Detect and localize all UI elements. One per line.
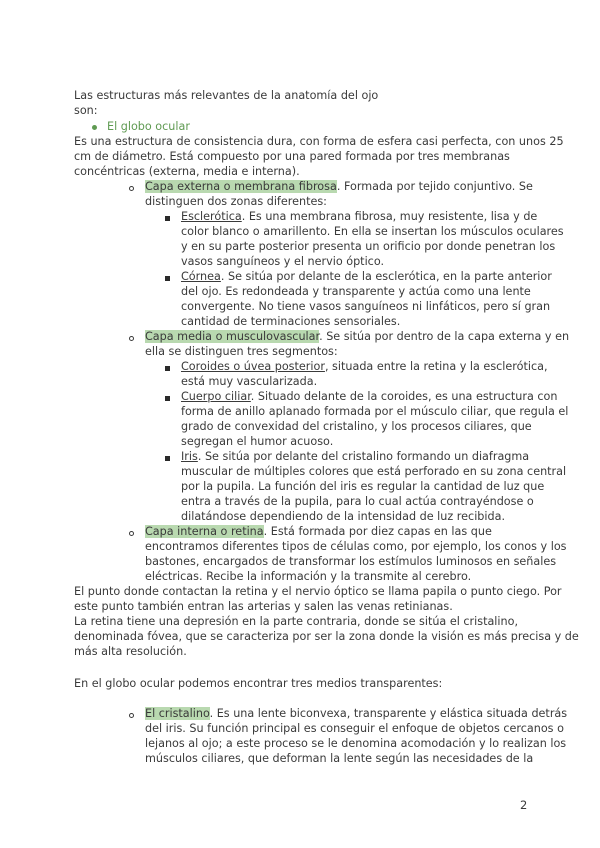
capa-interna-text: . Está formada por diez capas en las que [263, 525, 492, 538]
highlight-cristalino: El cristalino [145, 707, 210, 720]
cornea-cont: del ojo. Es redondeada y transparente y actúa como una lente [181, 285, 531, 298]
medios-line: En el globo ocular podemos encontrar tres medios transparentes: [74, 677, 443, 690]
highlight-capa-interna: Capa interna o retina [145, 525, 264, 538]
cristalino-text: . Es una lente biconvexa, transparente y elástica situada detrás [209, 707, 568, 720]
globo-desc-line: cm de diámetro. Está compuesto por una pared formada por tres membranas [74, 150, 510, 163]
iris-cont: entra a través de la pupila, para lo cual actúa contrayéndose o [181, 495, 534, 508]
capa-externa-cont: distinguen dos zonas diferentes: [145, 195, 327, 208]
paragraph-line: este punto también entran las arterias y salen las venas retinianas. [74, 600, 453, 613]
cornea-cont: convergente. No tiene vasos sanguíneos ni linfáticos, pero sí gran [181, 300, 551, 313]
coroides-text: , situada entre la retina y la esclerótica, [324, 360, 548, 373]
iris-line [181, 449, 529, 464]
ciliar-text: . Situado delante de la coroides, es una estructura con [250, 390, 558, 403]
esclerotica-cont: color blanco o amarillento. En ella se insertan los músculos oculares [181, 225, 564, 238]
term-cornea: Córnea [181, 270, 221, 283]
capa-externa-line [145, 179, 533, 194]
iris-cont: muscular de múltiples colores que está perforado en su zona central [181, 465, 567, 478]
cristalino-cont: músculos ciliares, que deforman la lente según las necesidades de la [145, 752, 534, 765]
paragraph-line: La retina tiene una depresión en la parte contraria, donde se sitúa el cristalino, [74, 615, 519, 628]
esclerotica-text: . Es una membrana fibrosa, muy resistente, lisa y de [241, 210, 538, 223]
capa-media-line [145, 329, 569, 344]
cornea-text: . Se sitúa por delante de la esclerótica, en la parte anterior [220, 270, 552, 283]
iris-cont: por la pupila. La función del iris es regular la cantidad de luz que [181, 480, 545, 493]
intro-line-2: son: [74, 104, 98, 117]
bullet-square-icon [165, 276, 170, 281]
bullet-square-icon [165, 396, 170, 401]
page-number: 2 [520, 798, 528, 812]
ciliar-line [181, 389, 557, 404]
cristalino-line [145, 706, 567, 721]
globo-desc-line: Es una estructura de consistencia dura, con forma de esfera casi perfecta, con unos 25 [74, 135, 564, 148]
esclerotica-cont: vasos sanguíneos y el nervio óptico. [181, 255, 385, 268]
heading-globo-ocular: El globo ocular [107, 120, 190, 133]
highlight-capa-media: Capa media o musculovascular [145, 330, 320, 343]
globo-desc-line: concéntricas (externa, media e interna). [74, 165, 300, 178]
bullet-square-icon [165, 216, 170, 221]
cristalino-cont: del iris. Su función principal es conseguir el enfoque de objetos cercanos o [145, 722, 564, 735]
bullet-circle-icon [129, 713, 134, 718]
ciliar-cont: grado de convexidad del cristalino, y los procesos ciliares, que [181, 420, 532, 433]
cornea-line [181, 269, 552, 284]
paragraph-line: más alta resolución. [74, 645, 187, 658]
bullet-circle-icon [129, 531, 134, 536]
esclerotica-cont: y en su parte posterior presenta un orificio por donde penetran los [181, 240, 556, 253]
intro-line-1: Las estructuras más relevantes de la anatomía del ojo [74, 89, 379, 102]
ciliar-cont: segregan el humor acuoso. [181, 435, 334, 448]
term-esclerotica: Esclerótica [181, 210, 242, 223]
capa-interna-cont: bastones, encargados de transformar los estímulos luminosos en señales [145, 555, 557, 568]
capa-media-cont: ella se distinguen tres segmentos: [145, 345, 338, 358]
bullet-dot-icon [92, 125, 97, 130]
coroides-line [181, 359, 548, 374]
iris-text: . Se sitúa por delante del cristalino formando un diafragma [197, 450, 530, 463]
ciliar-cont: forma de anillo aplanado formada por el músculo ciliar, que regula el [181, 405, 569, 418]
capa-interna-cont: eléctricas. Recibe la información y la transmite al cerebro. [145, 570, 472, 583]
bullet-circle-icon [129, 336, 134, 341]
iris-cont: dilatándose dependiendo de la intensidad de luz recibida. [181, 510, 506, 523]
capa-externa-text: . Formada por tejido conjuntivo. Se [336, 180, 533, 193]
paragraph-line: denominada fóvea, que se caracteriza por ser la zona donde la visión es más precisa y de [74, 630, 579, 643]
capa-interna-cont: encontramos diferentes tipos de células como, por ejemplo, los conos y los [145, 540, 567, 553]
bullet-circle-icon [129, 186, 134, 191]
esclerotica-line [181, 209, 537, 224]
term-iris: Iris [181, 450, 198, 463]
term-cuerpo-ciliar: Cuerpo ciliar [181, 390, 251, 403]
capa-media-text: . Se sitúa por dentro de la capa externa y en [319, 330, 570, 343]
highlight-capa-externa: Capa externa o membrana fibrosa [145, 180, 337, 193]
capa-interna-line [145, 524, 492, 539]
paragraph-line: El punto donde contactan la retina y el nervio óptico se llama papila o punto ciego. Por [74, 585, 562, 598]
bullet-square-icon [165, 366, 170, 371]
cornea-cont: cantidad de terminaciones sensoriales. [181, 315, 401, 328]
bullet-square-icon [165, 456, 170, 461]
coroides-cont: está muy vascularizada. [181, 375, 318, 388]
term-coroides: Coroides o úvea posterior [181, 360, 325, 373]
cristalino-cont: lejanos al ojo; a este proceso se le denomina acomodación y lo realizan los [145, 737, 567, 750]
